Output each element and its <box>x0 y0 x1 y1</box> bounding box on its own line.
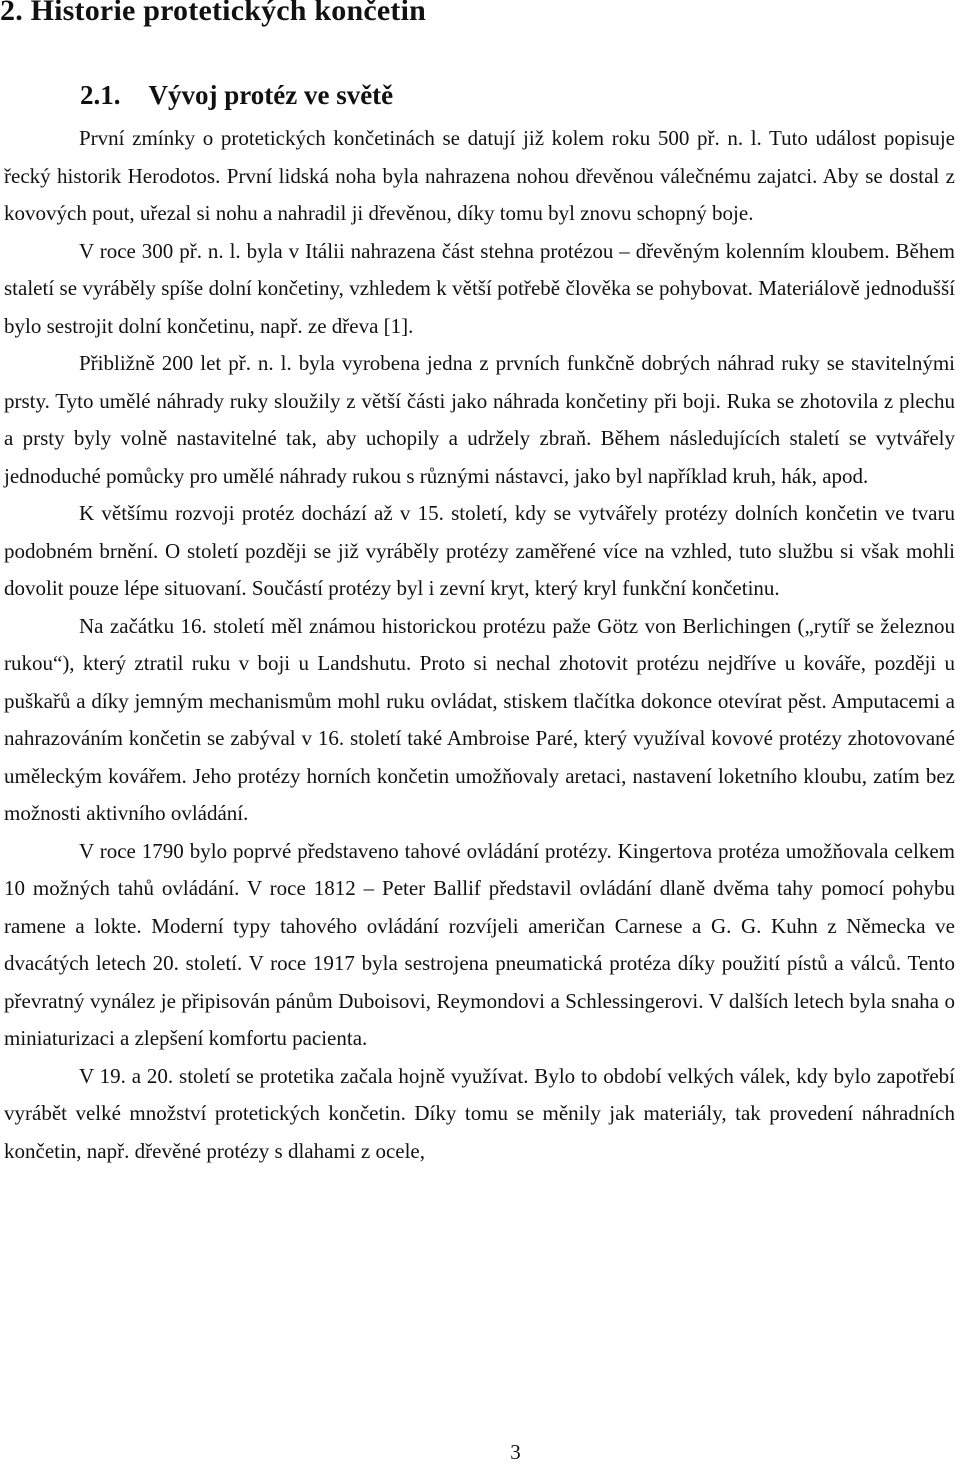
chapter-heading: 2. Historie protetických končetin <box>0 0 426 27</box>
paragraph: První zmínky o protetických končetinách se datují již kolem roku 500 př. n. l. Tuto událost popisuje řecký historik Herodotos. První lidská noha byla nahrazena nohou dřevěnou válečnému zajatci. Aby se dostal z kovových pout, uřezal si nohu a nahradil ji dřevěnou, díky tomu byl znovu schopný boje. <box>4 126 955 225</box>
paragraph: V 19. a 20. století se protetika začala hojně využívat. Bylo to období velkých válek, kdy bylo zapotřebí vyrábět velké množství protetických končetin. Díky tomu se měnily jak materiály, tak provedení náhradních končetin, např. dřevěné protézy s dlahami z ocele, <box>4 1063 955 1163</box>
section-heading <box>80 80 393 111</box>
paragraph: K většímu rozvoji protéz dochází až v 15. století, kdy se vytvářely protézy dolních končetin ve tvaru podobném brnění. O století později se již vyráběly protézy zaměřené více na vzhled, tuto službu si však mohli dovolit pouze lépe situovaní. Součástí protézy byl i zevní kryt, který kryl funkční končetinu. <box>4 501 955 600</box>
paragraph: Na začátku 16. století měl známou historickou protézu paže Götz von Berlichingen („rytíř se železnou rukou“), který ztratil ruku v boji u Landshutu. Proto si nechal zhotovit protézu nejdříve u kováře, později u puškařů a díky jemným mechanismům mohl ruku ovládat, stiskem tlačítka dokonce otevírat pěst. Amputacemi a nahrazováním končetin se zabýval v 16. století také Ambroise Paré, který využíval kovové protézy zhotovované uměleckým kovářem. Jeho protézy horních končetin umožňovaly aretaci, nastavení loketního kloubu, zatím bez možnosti aktivního ovládání. <box>4 613 955 825</box>
section-title: Vývoj protéz ve světě <box>148 80 394 110</box>
section-number: 2.1. <box>80 80 121 110</box>
paragraph: V roce 1790 bylo poprvé představeno tahové ovládání protézy. Kingertova protéza umožňovala celkem 10 možných tahů ovládání. V roce 1812 – Peter Ballif představil ovládání dlaně dvěma tahy pomocí pohybu ramene a lokte. Moderní typy tahového ovládání rozvíjeli američan Carnese a G. G. Kuhn z Německa ve dvacátých letech 20. století. V roce 1917 byla sestrojena pneumatická protéza díky použití pístů a válců. Tento převratný vynález je připisován pánům Duboisovi, Reymondovi a Schlessingerovi. V dalších letech byla snaha o miniaturizaci a zlepšení komfortu pacienta. <box>4 838 955 1050</box>
paragraph: V roce 300 př. n. l. byla v Itálii nahrazena část stehna protézou – dřevěným kolenním kloubem. Během staletí se vyráběly spíše dolní končetiny, vzhledem k větší potřebě člověka se pohybovat. Materiálově jednodušší bylo sestrojit dolní končetinu, např. ze dřeva [1]. <box>4 238 955 338</box>
page-number: 3 <box>510 1440 521 1464</box>
paragraph: Přibližně 200 let př. n. l. byla vyrobena jedna z prvních funkčně dobrých náhrad ruky se stavitelnými prsty. Tyto umělé náhrady ruky sloužily z větší části jako náhrada končetiny při boji. Ruka se zhotovila z plechu a prsty byly volně nastavitelné tak, aby uchopily a udržely zbraň. Během následujících staletí se vytvářely jednoduché pomůcky pro umělé náhrady rukou s různými nástavci, jako byl například kruh, hák, apod. <box>4 351 955 488</box>
body-text <box>4 120 955 1170</box>
